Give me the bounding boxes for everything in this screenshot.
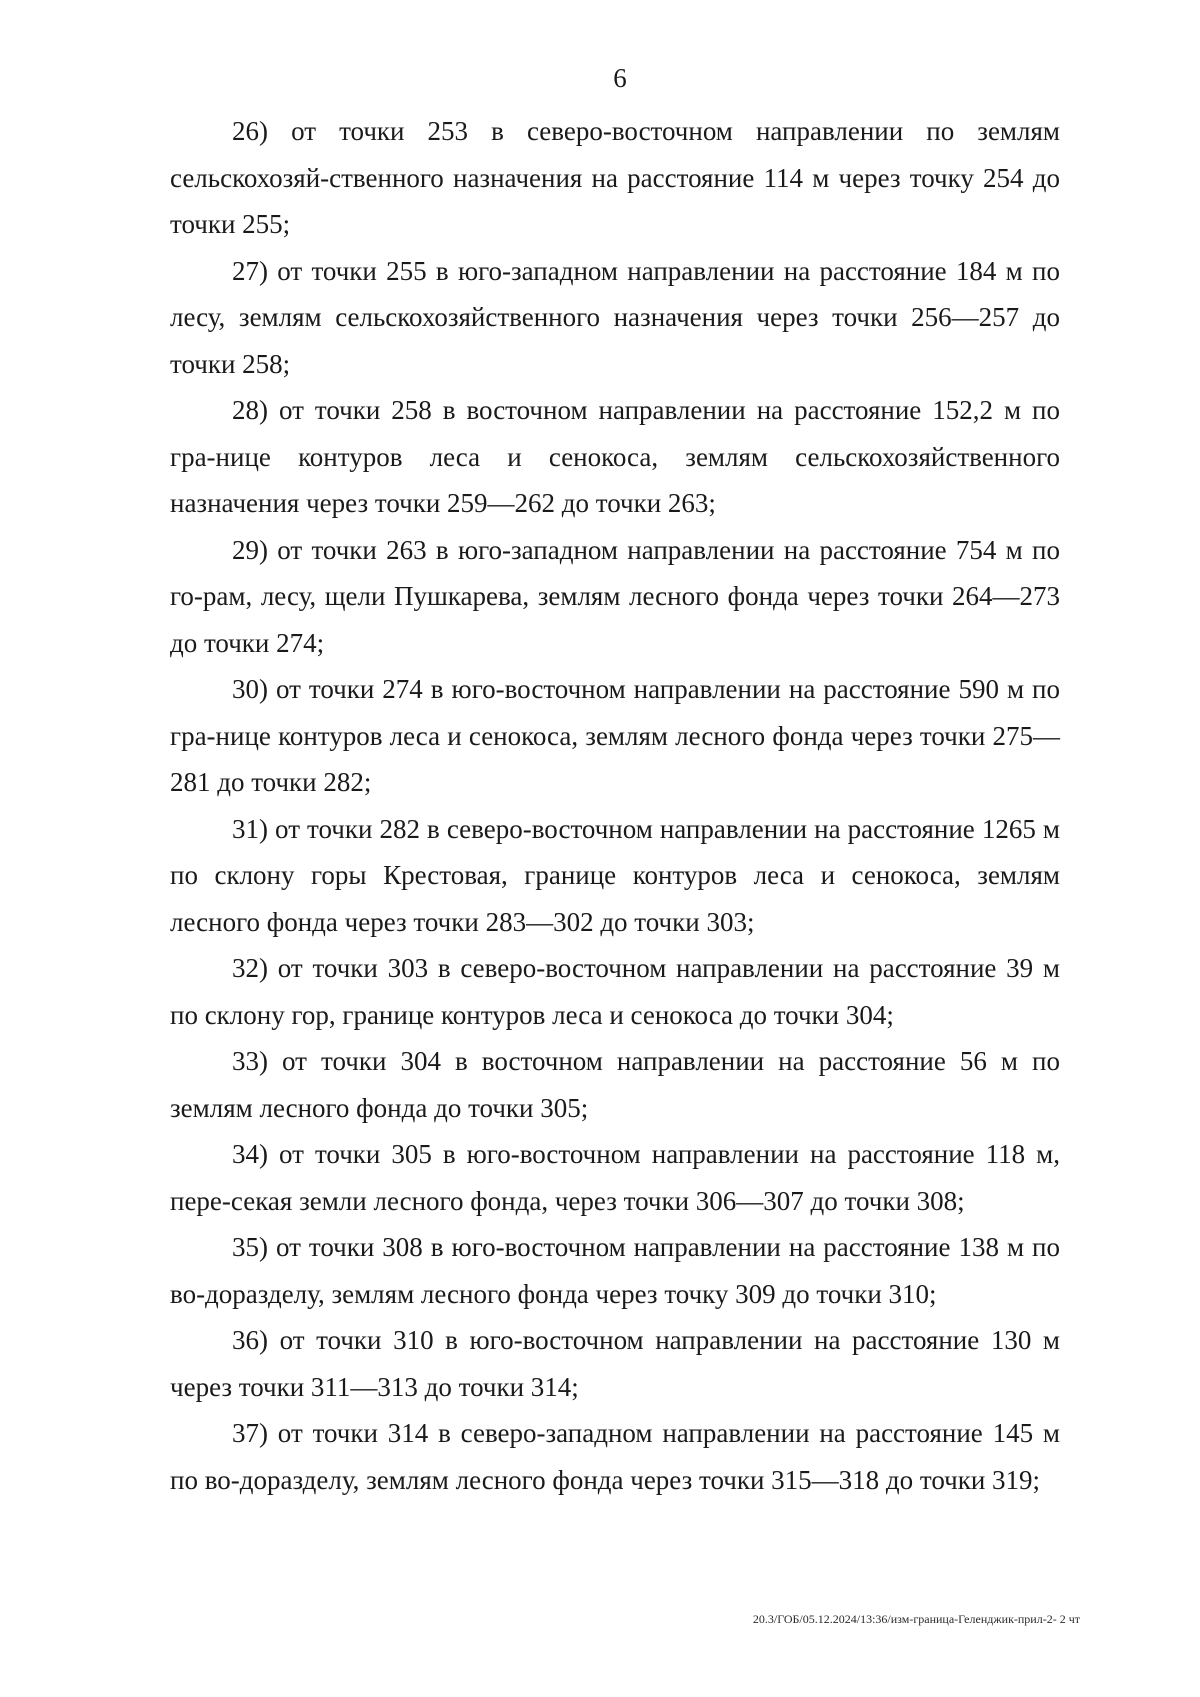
- paragraph-29: 29) от точки 263 в юго-западном направлении на расстояние 754 м по го-рам, лесу, щели Пушкарева, землям лесного фонда через точки 264—273 до точки 274;: [170, 534, 1060, 658]
- paragraph-36: 36) от точки 310 в юго-восточном направлении на расстояние 130 м через точки 311—313 до точки 314;: [170, 1325, 1060, 1402]
- document-footer-code: 20.3/ГОБ/05.12.2024/13:36/изм-граница-Геленджик-прил-2- 2 чт: [752, 1612, 1080, 1626]
- paragraph-30: 30) от точки 274 в юго-восточном направлении на расстояние 590 м по гра-нице контуров леса и сенокоса, землям лесного фонда через точки 275—281 до точки 282;: [170, 674, 1060, 797]
- paragraph-31: 31) от точки 282 в северо-восточном направлении на расстояние 1265 м по склону горы Крестовая, границе контуров леса и сенокоса, землям лесного фонда через точки 283—302 до точки 303;: [170, 813, 1060, 937]
- document-body: [170, 108, 1060, 1503]
- paragraph-26: 26) от точки 253 в северо-восточном направлении по землям сельскохозяй-ственного назначения на расстояние 114 м через точку 254 до точки 255;: [170, 116, 1060, 239]
- paragraph-27: 27) от точки 255 в юго-западном направлении на расстояние 184 м по лесу, землям сельскохозяйственного назначения через точки 256—257 до точки 258;: [170, 255, 1060, 379]
- paragraph-34: 34) от точки 305 в юго-восточном направлении на расстояние 118 м, пере-секая земли лесного фонда, через точки 306—307 до точки 308;: [170, 1139, 1060, 1216]
- page-number: 6: [613, 63, 627, 93]
- paragraph-28: 28) от точки 258 в восточном направлении на расстояние 152,2 м по гра-нице контуров леса и сенокоса, землям сельскохозяйственного назначения через точки 259—262 до точки 263;: [170, 395, 1060, 518]
- paragraph-32: 32) от точки 303 в северо-восточном направлении на расстояние 39 м по склону гор, границе контуров леса и сенокоса до точки 304;: [170, 953, 1060, 1030]
- paragraph-37: 37) от точки 314 в северо-западном направлении на расстояние 145 м по во-доразделу, землям лесного фонда через точки 315—318 до точки 319;: [170, 1418, 1060, 1495]
- paragraph-35: 35) от точки 308 в юго-восточном направлении на расстояние 138 м по во-доразделу, землям лесного фонда через точку 309 до точки 310;: [170, 1232, 1060, 1309]
- paragraph-33: 33) от точки 304 в восточном направлении на расстояние 56 м по землям лесного фонда до точки 305;: [170, 1046, 1060, 1123]
